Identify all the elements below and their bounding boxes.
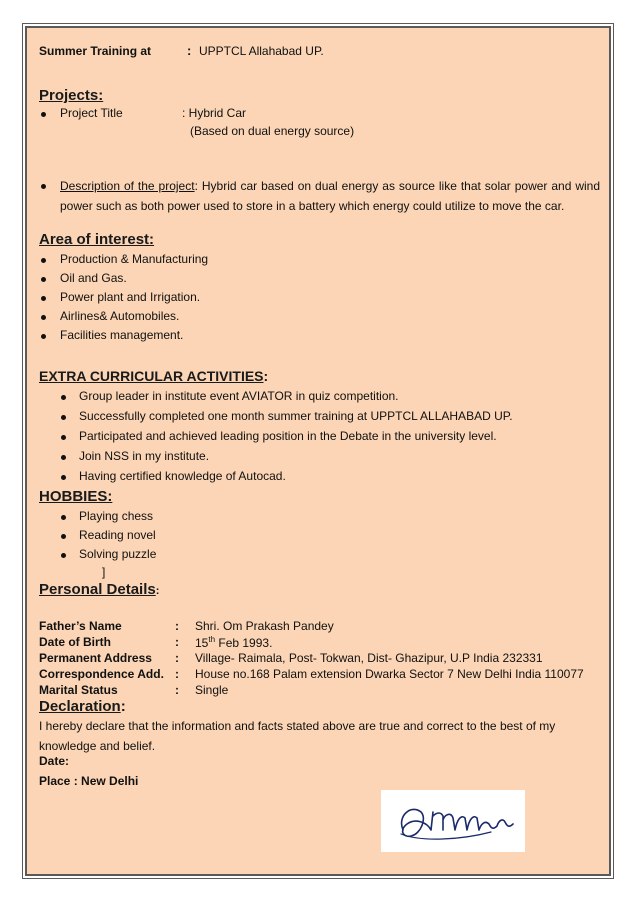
interest-item: Facilities management. [60,328,184,342]
personal-label: Permanent Address [39,651,152,665]
bullet-icon [41,296,46,301]
declaration-heading-wrap [39,698,126,715]
personal-label: Correspondence Add. [39,667,164,681]
extra-heading-wrap [39,368,268,384]
interest-item: Airlines& Automobiles. [60,309,180,323]
place-label: Place : New Delhi [39,774,139,788]
personal-heading: Personal Details [39,581,156,598]
date-label: Date: [39,754,70,768]
interest-item: Production & Manufacturing [60,252,209,266]
project-title-label: Project Title [60,106,123,120]
personal-label: Marital Status [39,683,118,697]
bullet-icon [61,395,66,400]
project-title-sub: (Based on dual energy source) [190,124,355,138]
summer-training-colon: : [187,43,192,58]
bullet-icon [41,184,46,189]
bullet-icon [61,455,66,460]
personal-label: Date of Birth [39,635,111,649]
personal-label: Father’s Name [39,619,122,633]
bullet-icon [41,112,46,117]
bullet-icon [61,475,66,480]
hobby-item: Playing chess [79,509,154,523]
signature-image [381,790,525,852]
projects-heading: Projects: [39,87,104,104]
hobby-item: Solving puzzle [79,547,157,561]
personal-heading-wrap [39,581,159,598]
personal-value-dob [195,635,272,650]
personal-colon: : [175,651,179,665]
project-description-label: Description of the project [60,179,195,193]
dob-rest: Feb 1993. [215,636,273,650]
personal-colon: : [175,683,179,697]
hobbies-heading: HOBBIES: [39,488,113,505]
personal-heading-colon: : [155,585,160,597]
extra-heading-colon: : [263,368,269,384]
interest-item: Power plant and Irrigation. [60,290,201,304]
project-description-text: : Hybrid car based on dual energy as source like that solar power and wind power such as both power used to store in a battery which energy could utilize to move the car. [60,179,601,213]
bullet-icon [41,315,46,320]
extra-item: Participated and achieved leading position in the Debate in the university level. [79,429,497,443]
dob-day: 15 [195,636,209,650]
extra-item: Join NSS in my institute. [79,449,210,463]
personal-colon: : [175,619,179,633]
stray-bracket: ] [102,565,106,579]
bullet-icon [61,435,66,440]
bullet-icon [61,415,66,420]
personal-colon: : [175,635,179,649]
declaration-text: I hereby declare that the information and facts stated above are true and correct to the best of my knowledge and belief. [39,719,556,753]
declaration-colon: : [120,698,126,715]
extra-heading: EXTRA CURRICULAR ACTIVITIES [39,368,264,384]
extra-item: Group leader in institute event AVIATOR in quiz competition. [79,389,399,403]
bullet-icon [61,515,66,520]
declaration-heading: Declaration [39,698,121,715]
bullet-icon [61,553,66,558]
interest-heading: Area of interest: [39,231,155,248]
project-description [60,176,600,216]
summer-training-label: Summer Training at [39,44,152,58]
bullet-icon [41,277,46,282]
personal-value: Single [195,683,229,697]
extra-item: Having certified knowledge of Autocad. [79,469,286,483]
project-title-value: : Hybrid Car [182,106,247,120]
bullet-icon [41,334,46,339]
hobby-item: Reading novel [79,528,156,542]
dob-suffix: th [208,635,216,644]
signature-drawing [381,790,525,852]
summer-training-value: UPPTCL Allahabad UP. [199,44,324,58]
personal-value: Shri. Om Prakash Pandey [195,619,334,633]
bullet-icon [61,534,66,539]
personal-value: House no.168 Palam extension Dwarka Sector 7 New Delhi India 110077 [195,667,584,681]
personal-colon: : [175,667,179,681]
bullet-icon [41,258,46,263]
personal-value: Village- Raimala, Post- Tokwan, Dist- Ghazipur, U.P India 232331 [195,651,543,665]
resume-page [25,26,611,876]
extra-item: Successfully completed one month summer training at UPPTCL ALLAHABAD UP. [79,409,513,423]
interest-item: Oil and Gas. [60,271,127,285]
